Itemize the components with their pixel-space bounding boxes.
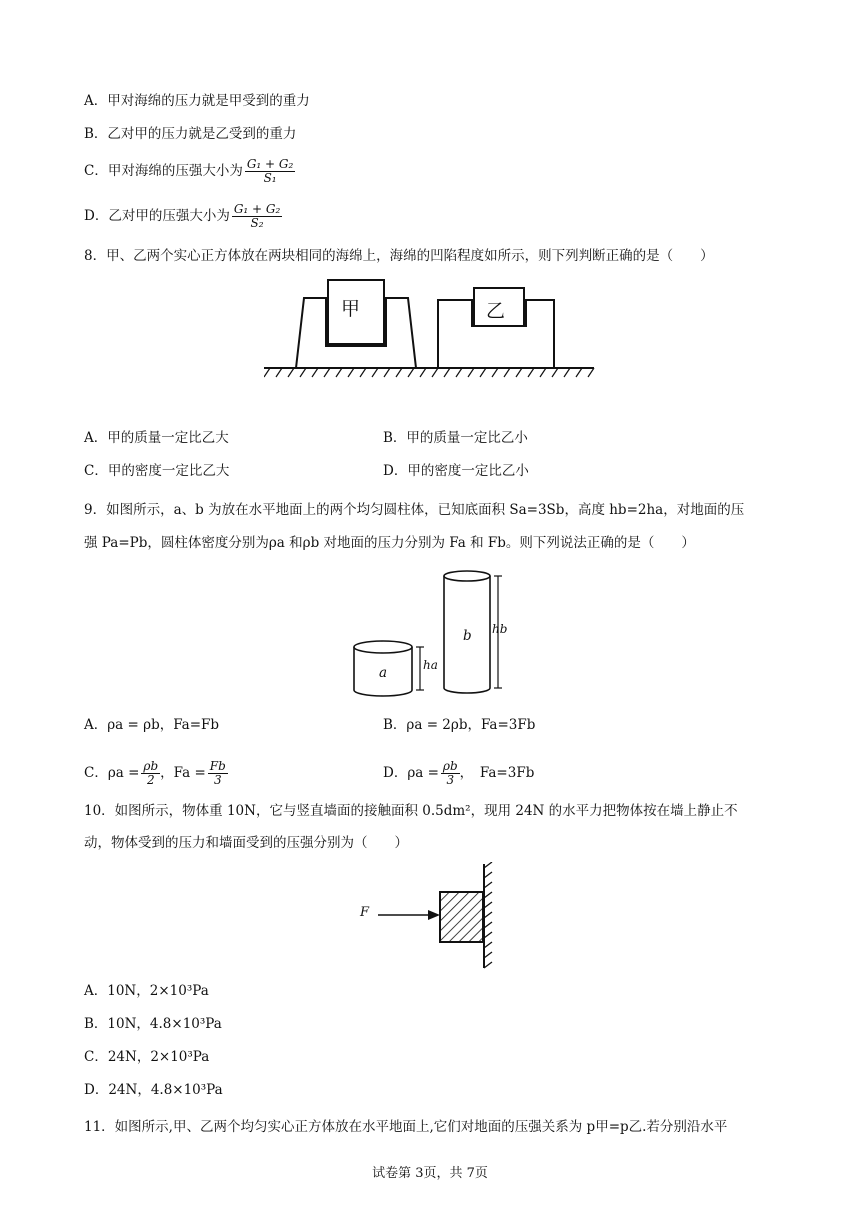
q8-option-a: A．甲的质量一定比乙大 <box>84 430 229 446</box>
q7-option-b: B．乙对甲的压力就是乙受到的重力 <box>84 126 297 142</box>
q9-c-frac2-num: Fb <box>209 759 226 773</box>
q10-stem-line2: 动，物体受到的压力和墙面受到的压强分别为（ ） <box>84 835 408 851</box>
q7-option-c <box>84 158 295 185</box>
q7-option-c-fraction <box>245 158 295 185</box>
q9-figure-label-ha: ha <box>423 658 438 672</box>
q9-option-d-text: D．ρa = <box>383 765 439 781</box>
q10-option-a: A．10N，2×10³Pa <box>84 983 209 999</box>
q9-stem-line2: 强 Pa=Pb，圆柱体密度分别为ρa 和ρb 对地面的压力分别为 Fa 和 Fb。则下列说法正确的是（ ） <box>84 535 695 551</box>
q10-wall-figure <box>360 862 500 970</box>
q9-figure-label-a: a <box>379 665 388 681</box>
q8-option-c: C．甲的密度一定比乙大 <box>84 463 230 479</box>
q8-option-d: D．甲的密度一定比乙小 <box>383 463 529 479</box>
q9-option-d <box>383 760 534 787</box>
q9-option-d-fraction <box>441 760 460 787</box>
q11-stem: 11．如图所示,甲、乙两个均匀实心正方体放在水平地面上,它们对地面的压强关系为 p甲=p乙.若分别沿水平 <box>84 1119 728 1135</box>
q10-option-c: C．24N，2×10³Pa <box>84 1049 210 1065</box>
q9-c-frac1-den: 2 <box>146 773 155 787</box>
q7-option-d <box>84 203 282 230</box>
q8-stem: 8．甲、乙两个实心正方体放在两块相同的海绵上，海绵的凹陷程度如所示，则下列判断正确的是（ ） <box>84 248 714 264</box>
q9-option-c <box>84 760 228 787</box>
q7-c-numerator: G₁ + G₂ <box>246 157 294 171</box>
q9-figure-label-b: b <box>463 628 472 644</box>
q9-stem-line1: 9．如图所示，a、b 为放在水平地面上的两个均匀圆柱体，已知底面积 Sa=3Sb，高度 hb=2ha，对地面的压 <box>84 502 745 518</box>
q8-option-b: B．甲的质量一定比乙小 <box>383 430 528 446</box>
q9-d-frac-num: ρb <box>442 759 458 773</box>
q10-option-d: D．24N，4.8×10³Pa <box>84 1082 223 1098</box>
q9-option-c-mid: ，Fa = <box>160 765 206 781</box>
q7-c-denominator: S₁ <box>263 171 277 185</box>
q7-d-denominator: S₂ <box>250 216 264 230</box>
q9-d-frac-den: 3 <box>446 773 455 787</box>
q10-stem-line1: 10．如图所示，物体重 10N，它与竖直墙面的接触面积 0.5dm²，现用 24N 的水平力把物体按在墙上静止不 <box>84 803 738 819</box>
q10-figure-label-f: F <box>360 905 370 920</box>
q8-figure-label-yi: 乙 <box>486 300 506 322</box>
q7-option-d-fraction <box>232 203 282 230</box>
q8-sponge-figure <box>264 278 604 384</box>
q9-option-c-fraction1 <box>141 760 160 787</box>
q9-option-a: A．ρa = ρb，Fa=Fb <box>84 717 220 733</box>
q8-figure-label-jia: 甲 <box>341 298 361 320</box>
q7-d-numerator: G₁ + G₂ <box>233 202 281 216</box>
q9-option-b: B．ρa = 2ρb，Fa=3Fb <box>383 717 536 733</box>
page-footer: 试卷第 3页，共 7页 <box>372 1166 488 1181</box>
q7-option-a: A．甲对海绵的压力就是甲受到的重力 <box>84 93 310 109</box>
q9-c-frac1-num: ρb <box>143 759 159 773</box>
q9-option-c-fraction2 <box>208 760 228 787</box>
q7-option-c-text: C．甲对海绵的压强大小为 <box>84 163 243 179</box>
q9-option-d-suffix: ， Fa=3Fb <box>459 765 535 781</box>
q9-c-frac2-den: 3 <box>213 773 222 787</box>
q7-option-d-text: D．乙对甲的压强大小为 <box>84 208 230 224</box>
q9-option-c-text: C．ρa = <box>84 765 140 781</box>
q10-option-b: B．10N，4.8×10³Pa <box>84 1016 222 1032</box>
q9-figure-label-hb: hb <box>492 622 508 636</box>
